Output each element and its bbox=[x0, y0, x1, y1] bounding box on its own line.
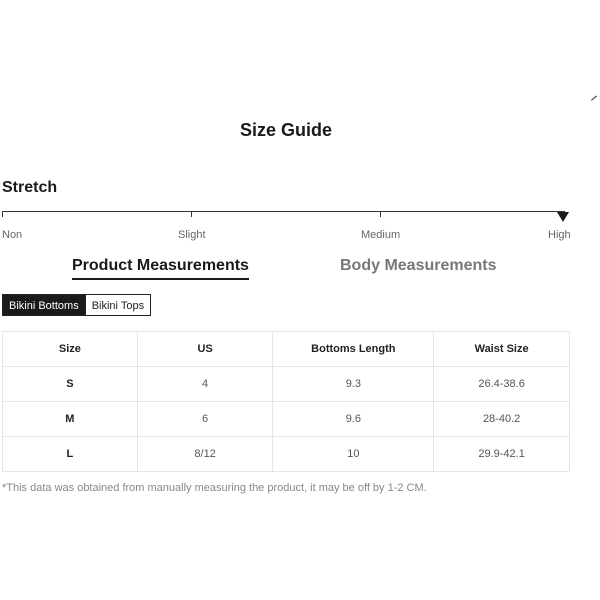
column-header-waist-size: Waist Size bbox=[434, 332, 570, 367]
stretch-heading: Stretch bbox=[2, 179, 58, 196]
column-header-us: US bbox=[137, 332, 273, 367]
table-cell-us: 6 bbox=[137, 402, 273, 437]
table-cell-bottoms-length: 9.3 bbox=[273, 367, 434, 402]
column-header-size: Size bbox=[3, 332, 138, 367]
category-tabs bbox=[2, 294, 151, 316]
table-cell-size: M bbox=[3, 402, 138, 437]
stretch-level-marker bbox=[557, 212, 569, 222]
table-row bbox=[3, 367, 570, 402]
tab-body-measurements[interactable]: Body Measurements bbox=[340, 257, 497, 274]
table-cell-waist-size: 26.4-38.6 bbox=[434, 367, 570, 402]
table-cell-size: L bbox=[3, 437, 138, 472]
stretch-tick-non bbox=[2, 211, 3, 217]
page-title: Size Guide bbox=[239, 120, 333, 140]
stretch-tick-slight bbox=[191, 211, 192, 217]
tab-product-measurements[interactable]: Product Measurements bbox=[72, 257, 249, 280]
stretch-scale-line bbox=[2, 211, 565, 212]
table-cell-bottoms-length: 9.6 bbox=[273, 402, 434, 437]
tab-bikini-bottoms[interactable]: Bikini Bottoms bbox=[2, 294, 86, 316]
stretch-label-high: High bbox=[548, 229, 571, 241]
corner-close-mark[interactable] bbox=[591, 96, 600, 107]
table-cell-waist-size: 29.9-42.1 bbox=[434, 437, 570, 472]
stretch-tick-medium bbox=[380, 211, 381, 217]
table-cell-bottoms-length: 10 bbox=[273, 437, 434, 472]
column-header-bottoms-length: Bottoms Length bbox=[273, 332, 434, 367]
stretch-label-non: Non bbox=[2, 229, 23, 241]
table-cell-us: 4 bbox=[137, 367, 273, 402]
stretch-label-medium: Medium bbox=[361, 229, 401, 241]
tab-bikini-tops[interactable]: Bikini Tops bbox=[86, 294, 151, 316]
table-cell-us: 8/12 bbox=[137, 437, 273, 472]
stretch-label-slight: Slight bbox=[178, 229, 206, 241]
table-row bbox=[3, 437, 570, 472]
table-row bbox=[3, 402, 570, 437]
measurement-footnote: *This data was obtained from manually measuring the product, it may be off by 1-2 CM. bbox=[2, 482, 427, 494]
table-cell-waist-size: 28-40.2 bbox=[434, 402, 570, 437]
size-table bbox=[2, 331, 570, 472]
table-cell-size: S bbox=[3, 367, 138, 402]
table-header-row bbox=[3, 332, 570, 367]
